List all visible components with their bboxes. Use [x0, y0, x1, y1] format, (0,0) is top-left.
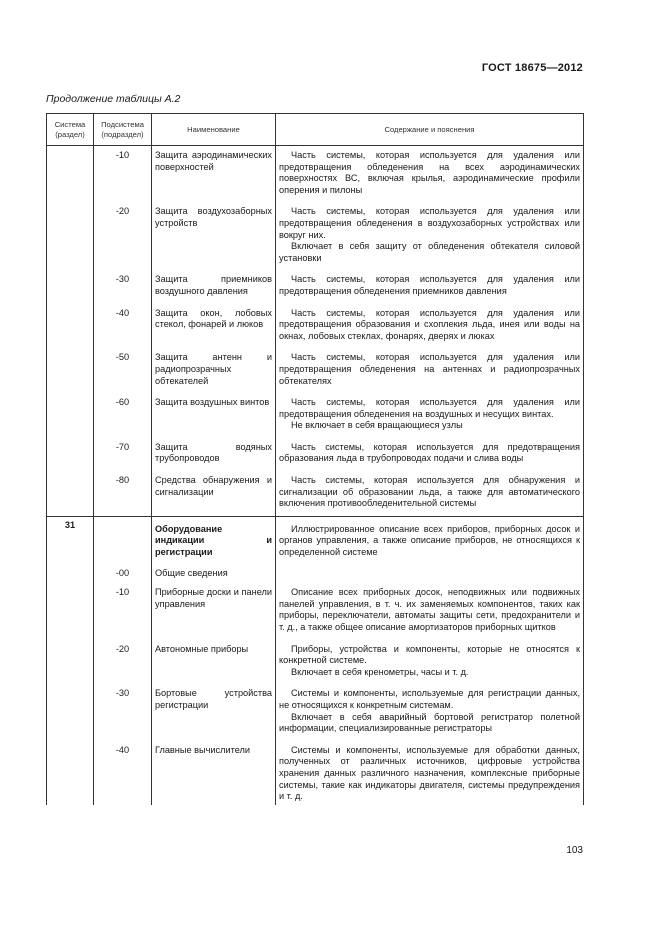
content-paragraph: Системы и компоненты, используемые для обработки данных, полученных от различных источников, цифровые устройства хранения данных различного назначения, комплексные приборные системы, такие как индикаторы двигателя, системы предупреждения и т. д. [279, 744, 580, 802]
content-cell [276, 516, 584, 558]
header-system: Система (раздел) [47, 114, 94, 146]
table-row [47, 634, 584, 679]
header-subsystem: Подсистема (подраздел) [94, 114, 152, 146]
name-cell: Приборные доски и панели управления [152, 579, 276, 633]
content-cell [276, 432, 584, 465]
content-cell [276, 196, 584, 264]
subsystem-cell [94, 516, 152, 558]
system-cell: 31 [47, 516, 94, 558]
name-cell: Главные вычислители [152, 735, 276, 805]
table-row [47, 465, 584, 516]
subsystem-cell: -60 [94, 387, 152, 432]
header-content: Содержание и пояснения [276, 114, 584, 146]
subsystem-cell: -20 [94, 196, 152, 264]
system-cell [47, 146, 94, 197]
content-cell [276, 634, 584, 679]
content-cell [276, 678, 584, 734]
page-number: 103 [566, 845, 583, 856]
subsystem-cell: -80 [94, 465, 152, 516]
content-cell [276, 465, 584, 516]
systems-table [46, 113, 584, 805]
name-cell: Защита водяных трубопроводов [152, 432, 276, 465]
table-row [47, 298, 584, 343]
subsystem-cell: -00 [94, 559, 152, 580]
content-paragraph: Часть системы, которая используется для обнаружения и сигнализации об образовании льда, а также для автоматического включения противообледенительной системы [279, 475, 580, 509]
subsystem-cell: -70 [94, 432, 152, 465]
subsystem-cell: -30 [94, 264, 152, 297]
subsystem-cell: -40 [94, 735, 152, 805]
content-paragraph: Часть системы, которая используется для удаления или предотвращения обледенения на всех аэродинамических поверхностях ВС, включая крылья, аэродинамические профили оперения и пилоны [279, 150, 580, 195]
subsystem-cell: -10 [94, 579, 152, 633]
subsystem-cell: -10 [94, 146, 152, 197]
content-paragraph: Включает в себя защиту от обледенения обтекателя силовой установки [279, 241, 580, 263]
name-cell: Защита приемников воздушного давления [152, 264, 276, 297]
name-cell: Общие сведения [152, 559, 276, 580]
content-paragraph: Системы и компоненты, используемые для регистрации данных, не относящихся к конкретным системам. [279, 688, 580, 710]
content-paragraph: Часть системы, которая используется для удаления или предотвращения обледенения на воздушных и несущих винтах. [279, 397, 580, 419]
table-row [47, 342, 584, 387]
name-cell: Защита аэродинамических поверхностей [152, 146, 276, 197]
content-paragraph: Включает в себя аварийный бортовой регистратор полетной информации, специализированные регистраторы [279, 711, 580, 734]
content-paragraph: Иллюстрированное описание всех приборов, приборных досок и органов управления, а также описание приборов, не относящихся к определенной системе [279, 523, 580, 558]
content-cell [276, 579, 584, 633]
table-row [47, 264, 584, 297]
name-cell: Автономные приборы [152, 634, 276, 679]
content-cell [276, 387, 584, 432]
table-row [47, 146, 584, 197]
table-row [47, 432, 584, 465]
content-paragraph: Включает в себя кренометры, часы и т. д. [291, 666, 469, 677]
table-row [47, 387, 584, 432]
name-cell: Защита воздухозаборных устройств [152, 196, 276, 264]
table-row [47, 735, 584, 805]
name-cell: Защита воздушных винтов [152, 387, 276, 432]
table-row [47, 678, 584, 734]
header-name: Наименование [152, 114, 276, 146]
content-paragraph: Не включает в себя вращающиеся узлы [291, 420, 463, 431]
subsystem-cell: -30 [94, 678, 152, 734]
standard-designation: ГОСТ 18675—2012 [481, 62, 583, 74]
name-cell: Оборудование индикации и регистрации [152, 516, 276, 558]
name-cell: Защита антенн и радиопрозрачных обтекателей [152, 342, 276, 387]
content-cell [276, 146, 584, 197]
table-row [47, 516, 584, 558]
content-paragraph: Часть системы, которая используется для предотвращения образования льда в трубопроводах подачи и слива воды [279, 441, 580, 464]
name-cell: Защита окон, лобовых стекол, фонарей и люков [152, 298, 276, 343]
content-paragraph: Часть системы, которая используется для удаления или предотвращения обледенения на антеннах и радиопрозрачных обтекателях [279, 352, 580, 386]
subsystem-cell: -20 [94, 634, 152, 679]
content-paragraph: Часть системы, которая используется для удаления или предотвращения обледенения в воздухозаборных устройствах или вокруг них. [279, 206, 580, 240]
content-cell [276, 342, 584, 387]
content-paragraph: Часть системы, которая используется для удаления или предотвращения образования и схоплекия льда, инея или воды на окнах, лобовых стеклах, фонарях, дверях и люках [279, 307, 580, 341]
table-row [47, 196, 584, 264]
name-cell: Бортовые устройства регистрации [152, 678, 276, 734]
table-row [47, 579, 584, 633]
subsystem-cell: -50 [94, 342, 152, 387]
name-cell: Средства обнаружения и сигнализации [152, 465, 276, 516]
content-paragraph: Описание всех приборных досок, неподвижных или подвижных панелей управления, в т. ч. их заменяемых компонентов, таких как приборы, переключатели, автоматы защиты сети, предохранители и т. д., а также общее описание амортизаторов приборных щитков [279, 587, 580, 632]
content-cell [276, 264, 584, 297]
content-cell [276, 735, 584, 805]
table-row [47, 559, 584, 580]
content-paragraph: Приборы, устройства и компоненты, которые не относятся к конкретной системе. [279, 643, 580, 666]
table-header-row [47, 114, 584, 146]
content-cell [276, 298, 584, 343]
content-paragraph: Часть системы, которая используется для удаления или предотвращения обледенения приемников давления [279, 274, 580, 296]
subsystem-cell: -40 [94, 298, 152, 343]
content-cell [276, 559, 584, 580]
table-caption: Продолжение таблицы А.2 [46, 93, 181, 105]
